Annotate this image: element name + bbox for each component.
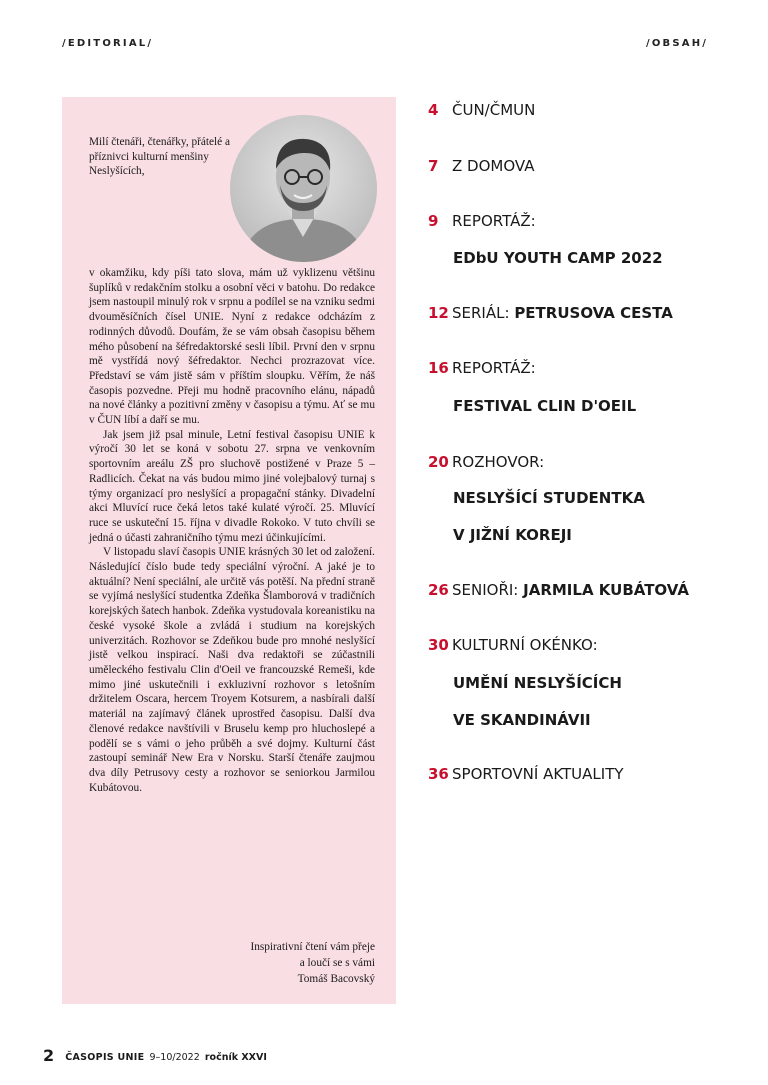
toc-category: REPORTÁŽ:	[452, 359, 536, 377]
editorial-body	[89, 266, 375, 795]
section-label-editorial: /EDITORIAL/	[62, 38, 154, 49]
toc-title[interactable]: UMĚNÍ NESLYŠÍCÍCH	[453, 674, 622, 692]
editor-portrait-image	[230, 115, 377, 262]
toc-page-number: 9	[428, 212, 439, 230]
toc-item[interactable]	[428, 636, 598, 654]
toc-title: PETRUSOVA CESTA	[514, 304, 673, 322]
toc-page-number: 26	[428, 581, 449, 599]
toc-title[interactable]: FESTIVAL CLIN D'OEIL	[453, 397, 637, 415]
toc-page-number: 30	[428, 636, 449, 654]
toc-page-number: 36	[428, 765, 449, 783]
toc-category: SERIÁL:	[452, 304, 510, 322]
signoff-line: Inspirativní čtení vám přeje	[250, 941, 375, 953]
toc-item[interactable]	[428, 304, 673, 322]
volume-label: ročník XXVI	[204, 1052, 267, 1063]
page-footer	[43, 1045, 267, 1065]
editor-portrait	[230, 115, 377, 262]
toc-title: JARMILA KUBÁTOVÁ	[523, 581, 689, 599]
magazine-name: ČASOPIS UNIE	[65, 1052, 145, 1063]
editorial-greeting: Milí čtenáři, čtenářky, přátelé a příznivci kulturní menšiny Neslyšících,	[89, 136, 231, 178]
toc-item[interactable]	[428, 101, 535, 119]
toc-item[interactable]	[428, 212, 536, 230]
toc-category: REPORTÁŽ:	[452, 212, 536, 230]
editorial-paragraph: V listopadu slaví časopis UNIE krásných 30 let od založení. Následující číslo bude tedy speciální výroční. A jaké je to aktuální? Není speciální, ale určitě vás potěší. Na přední straně se vyjímá neslyšící studentka Zdeňka Šlamborová v tradičních korejských šatech hanbok. Zdeňka vystudovala koreanistiku na české vysoké škole a zvládá i studium na korejských univerzitách. Rozhovor se Zdeňkou bude pro mnohé neslyšící jistě velkou inspirací. Naši dva redaktoři se zúčastnili uměleckého festivalu Clin d'Oeil ve francouzské Remeši, kde mimo jiné uskutečnili i exkluzivní rozhovor s letošním držitelem Oscara, hercem Troyem Kotsurem, a nasbírali další materiál na zajímavý článek uprostřed časopisu. Další dva členové redakce navštívili v Bruselu kemp pro hluchoslepé a podělí se s vámi o jeho průběh a své dojmy. Kulturní část zastoupí seminář New Era v Norsku. Starší čtenáře zaujmou dva díly Petrusovy cesty a rozhovor se seniorkou Jarmilou Kubátovou.	[89, 546, 375, 794]
editorial-panel	[62, 97, 396, 1004]
toc-category: ČUN/ČMUN	[452, 101, 536, 119]
toc-page-number: 12	[428, 304, 449, 322]
toc-page-number: 20	[428, 453, 449, 471]
toc-item[interactable]	[428, 157, 534, 175]
toc-category: KULTURNÍ OKÉNKO:	[452, 636, 598, 654]
toc-item[interactable]	[428, 359, 536, 377]
toc-title[interactable]: EDbU YOUTH CAMP 2022	[453, 249, 663, 267]
signoff-line: a loučí se s vámi	[299, 957, 375, 969]
toc-category: ROZHOVOR:	[452, 453, 545, 471]
toc-category: Z DOMOVA	[452, 157, 535, 175]
toc-title[interactable]: V JIŽNÍ KOREJI	[453, 526, 572, 544]
issue-number: 9–10/2022	[149, 1052, 200, 1063]
signoff-author: Tomáš Bacovský	[297, 973, 375, 985]
toc-page-number: 4	[428, 101, 439, 119]
toc-item[interactable]	[428, 765, 624, 783]
toc-category: SENIOŘI:	[452, 581, 519, 599]
page-number: 2	[43, 1046, 55, 1065]
editorial-signoff	[175, 939, 375, 987]
toc-title[interactable]: NESLYŠÍCÍ STUDENTKA	[453, 489, 645, 507]
toc-page-number: 16	[428, 359, 449, 377]
editorial-paragraph: v okamžiku, kdy píši tato slova, mám už vyklizenu většinu šuplíků v redakčním stolku a osobní věci v batohu. Do redakce jsem nastoupil minulý rok v srpnu a podílel se na vzniku sedmi dvouměsíčních čísel UNIE. Nyní z redakce odcházím z rodinných důvodů. Doufám, že se vám obsah časopisu během mého působení na šéfredaktorské sesli líbil. První den v srpnu mě vystřídá nový šéfredaktor. Nechci prozrazovat více. Představí se vám jistě sám v příštím sloupku. Věřím, že náš časopis pozvedne. Přeji mu hodně pracovního elánu, nápadů na nové články a pozitivní změny v časopisu a týmu. Ať se mu v ČUN líbí a daří se mu.	[89, 267, 375, 427]
toc-item[interactable]	[428, 453, 544, 471]
toc-item[interactable]	[428, 581, 689, 599]
toc-category: SPORTOVNÍ AKTUALITY	[452, 765, 624, 783]
editorial-paragraph: Jak jsem již psal minule, Letní festival časopisu UNIE k výročí 30 let se koná v sobotu 27. srpna ve venkovním sportovním areálu ZŠ pro sluchově postižené v Praze 5 – Radlicích. Čekat na vás budou mimo jiné volejbalový turnaj s týmy organizací pro neslyšící a propagační stánky. Divadelní akci Mluvící ruce čeká letos také kulaté výročí. 25. Mluvící ruce se uskuteční 15. října v divadle Rokoko. V tuto chvíli se jedná o účasti zahraničního týmu mezi účinkujícími.	[89, 428, 375, 544]
toc-title[interactable]: VE SKANDINÁVII	[453, 711, 591, 729]
toc-page-number: 7	[428, 157, 439, 175]
section-label-contents: /OBSAH/	[646, 38, 709, 49]
